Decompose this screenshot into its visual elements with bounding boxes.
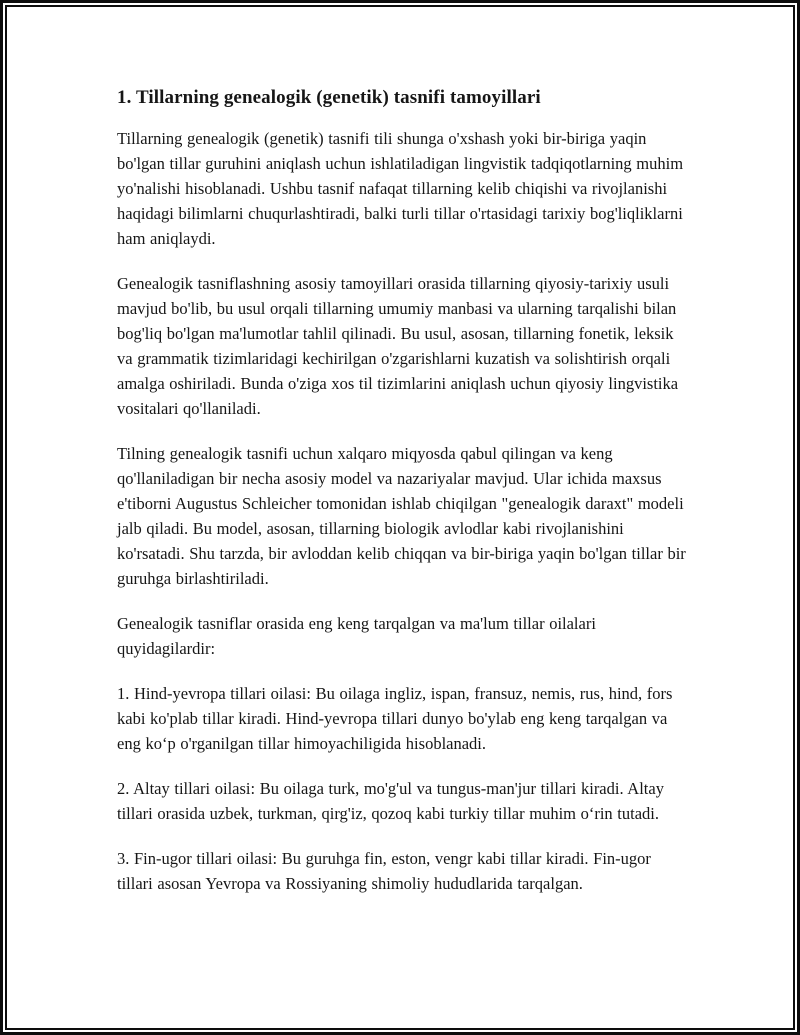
paragraph-families-lead-in: Genealogik tasniflar orasida eng keng tarqalgan va ma'lum tillar oilalari quyidagilardir: (117, 614, 596, 658)
document-title: 1. Tillarning genealogik (genetik) tasnifi tamoyillari (117, 87, 541, 108)
paragraph-comparative-historical-method: Genealogik tasniflashning asosiy tamoyillari orasida tillarning qiyosiy-tarixiy usuli mavjud bo'lib, bu usul orqali tillarning umumiy manbasi va ularning tarqalishi bilan bog'liq bo'lgan ma'lumotlar tahlil qilinadi. Bu usul, asosan, tillarning fonetik, leksik va grammatik tizimlaridagi kechirilgan o'zgarishlarni kuzatish va solishtirish orqali amalga oshiriladi. Bunda o'ziga xos til tizimlarini aniqlash uchun qiyosiy lingvistika vositalari qo'llaniladi. (117, 274, 679, 418)
document-page (117, 84, 689, 916)
list-item-hind-yevropa-family: 1. Hind-yevropa tillari oilasi: Bu oilaga ingliz, ispan, fransuz, nemis, rus, hind, fors kabi ko'plab tillar kiradi. Hind-yevropa tillari dunyo bo'ylab eng keng tarqalgan va eng ko‘p o'rganilgan tillar himoyachiligida hisoblanadi. (117, 684, 673, 753)
paragraph-genealogical-tree-model: Tilning genealogik tasnifi uchun xalqaro miqyosda qabul qilingan va keng qo'llaniladigan bir necha asosiy model va nazariyalar mavjud. Ular ichida maxsus e'tiborni Augustus Schleicher tomonidan ishlab chiqilgan "genealogik daraxt" modeli jalb qiladi. Bu model, asosan, tillarning biologik avlodlar kabi rivojlanishini ko'rsatadi. Shu tarzda, bir avloddan kelib chiqqan va bir-biriga yaqin bo'lgan tillar bir guruhga birlashtiriladi. (117, 444, 686, 588)
list-item-fin-ugor-family: 3. Fin-ugor tillari oilasi: Bu guruhga fin, eston, vengr kabi tillar kiradi. Fin-ugor tillari asosan Yevropa va Rossiyaning shimoliy hududlarida tarqalgan. (117, 849, 651, 893)
list-item-altay-family: 2. Altay tillari oilasi: Bu oilaga turk, mo'g'ul va tungus-man'jur tillari kiradi. Altay tillari orasida uzbek, turkman, qirg'iz, qozoq kabi turkiy tillar muhim o‘rin tutadi. (117, 779, 664, 823)
paragraph-intro: Tillarning genealogik (genetik) tasnifi tili shunga o'xshash yoki bir-biriga yaqin bo'lgan tillar guruhini aniqlash uchun ishlatiladigan lingvistik tadqiqotlarning muhim yo'nalishi hisoblanadi. Ushbu tasnif nafaqat tillarning kelib chiqishi va rivojlanishi haqidagi bilimlarni chuqurlashtiradi, balki turli tillar o'rtasidagi tarixiy bog'liqliklarni ham aniqlaydi. (117, 129, 684, 248)
